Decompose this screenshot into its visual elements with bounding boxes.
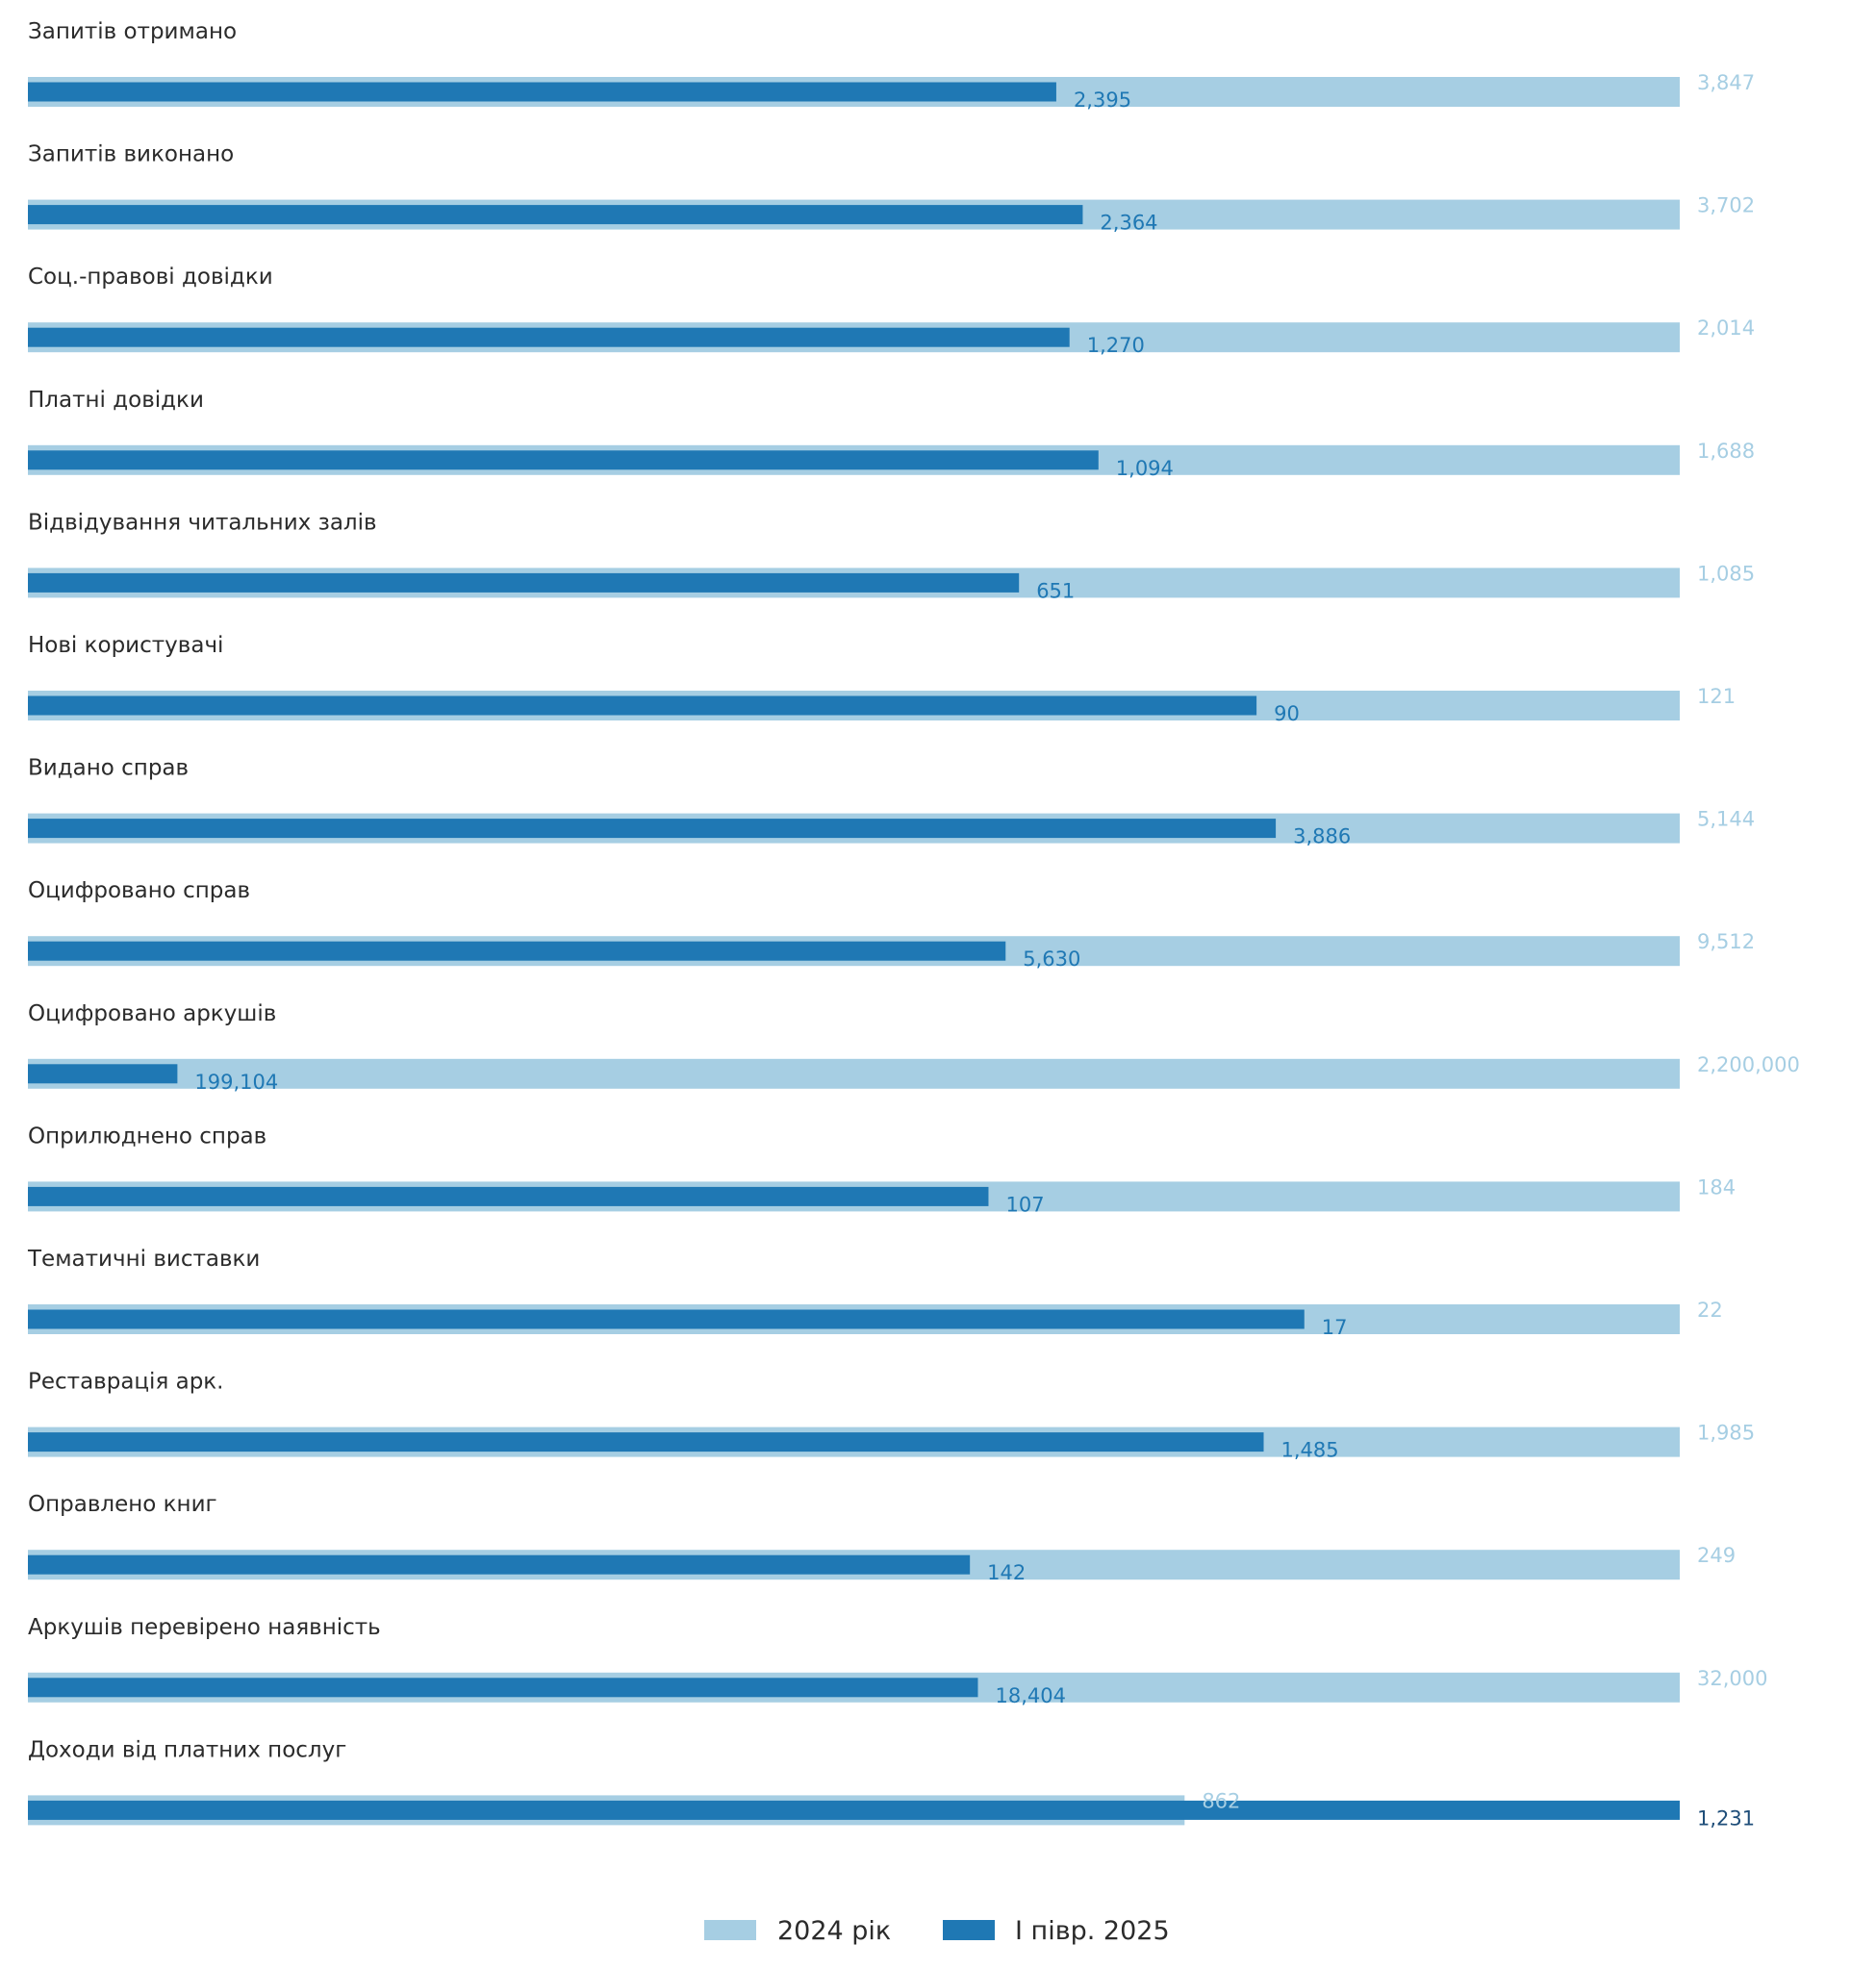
bar-2025 xyxy=(28,573,1019,593)
category-label: Реставрація арк. xyxy=(28,1369,224,1395)
chart-row xyxy=(28,1001,1800,1094)
value-label-2024: 22 xyxy=(1697,1299,1723,1322)
bar-2025 xyxy=(28,328,1070,347)
chart-row xyxy=(28,878,1755,971)
chart-row xyxy=(28,388,1755,480)
value-label-2024: 1,985 xyxy=(1697,1421,1756,1445)
category-label: Нові користувачі xyxy=(28,633,224,658)
value-label-2024: 32,000 xyxy=(1697,1666,1768,1690)
value-label-2025: 1,485 xyxy=(1280,1438,1339,1462)
bar-2025 xyxy=(28,1310,1305,1329)
bar-2025 xyxy=(28,1555,970,1575)
category-label: Оприлюднено справ xyxy=(28,1124,267,1149)
value-label-2025: 651 xyxy=(1036,579,1076,603)
legend-swatch-2024 xyxy=(704,1920,756,1940)
bar-2025 xyxy=(28,819,1276,838)
legend-label-2025: І півр. 2025 xyxy=(1015,1916,1170,1946)
chart-row xyxy=(28,633,1736,725)
chart-row xyxy=(28,142,1755,235)
value-label-2024: 2,014 xyxy=(1697,316,1756,341)
value-label-2024: 3,847 xyxy=(1697,71,1756,94)
value-label-2024: 249 xyxy=(1697,1544,1737,1568)
value-label-2025: 1,270 xyxy=(1086,334,1145,358)
value-label-2024: 121 xyxy=(1697,685,1737,708)
category-label: Соц.-правові довідки xyxy=(28,265,273,290)
value-label-2024: 1,085 xyxy=(1697,562,1756,586)
category-label: Оцифровано справ xyxy=(28,878,251,904)
value-label-2024: 2,200,000 xyxy=(1697,1052,1800,1076)
category-label: Тематичні виставки xyxy=(28,1247,261,1272)
bar-2025 xyxy=(28,83,1056,102)
category-label: Оправлено книг xyxy=(28,1492,217,1518)
value-label-2025: 142 xyxy=(987,1561,1027,1585)
chart-row xyxy=(28,1737,1755,1830)
chart-row xyxy=(28,1615,1767,1707)
value-label-2024: 1,688 xyxy=(1697,439,1756,463)
value-label-2025: 107 xyxy=(1005,1193,1045,1217)
value-label-2024: 3,702 xyxy=(1697,193,1756,217)
category-label: Платні довідки xyxy=(28,387,204,413)
bar-2025 xyxy=(28,1801,1680,1820)
chart-row xyxy=(27,1247,1723,1339)
value-label-2025: 2,364 xyxy=(1100,211,1158,235)
chart-row xyxy=(28,1124,1736,1216)
value-label-2025: 1,231 xyxy=(1697,1806,1756,1831)
legend-label-2024: 2024 рік xyxy=(777,1916,892,1946)
bar-2025 xyxy=(28,1064,177,1083)
category-label: Аркушів перевірено наявність xyxy=(28,1614,381,1640)
value-label-2025: 2,395 xyxy=(1073,88,1132,112)
chart-row xyxy=(28,19,1755,112)
bar-2025 xyxy=(28,1187,988,1206)
bar-2025 xyxy=(28,450,1099,469)
value-label-2025: 1,094 xyxy=(1115,456,1174,480)
chart-row xyxy=(28,265,1755,357)
chart-row xyxy=(28,510,1755,602)
category-label: Запитів виконано xyxy=(28,141,235,167)
category-label: Запитів отримано xyxy=(28,19,238,44)
value-label-2024: 9,512 xyxy=(1697,930,1756,954)
value-label-2025: 3,886 xyxy=(1293,824,1352,848)
category-label: Оцифровано аркушів xyxy=(28,1000,277,1026)
value-label-2025: 17 xyxy=(1321,1316,1348,1339)
value-label-2025: 18,404 xyxy=(995,1683,1066,1707)
bar-2025 xyxy=(28,696,1256,716)
value-label-2024: 5,144 xyxy=(1697,807,1756,831)
category-label: Видано справ xyxy=(28,755,190,781)
category-label: Відвідування читальних залів xyxy=(28,510,377,536)
category-label: Доходи від платних послуг xyxy=(28,1737,347,1763)
bar-2025 xyxy=(28,1678,977,1697)
legend-swatch-2025 xyxy=(943,1920,995,1940)
chart-row xyxy=(28,1492,1736,1584)
chart-row xyxy=(28,1370,1755,1462)
bar-2025 xyxy=(28,205,1082,224)
value-label-2025: 5,630 xyxy=(1023,947,1081,972)
value-label-2025: 199,104 xyxy=(194,1070,279,1094)
bar-2025 xyxy=(28,942,1005,961)
value-label-2024: 862 xyxy=(1202,1789,1241,1813)
value-label-2024: 184 xyxy=(1697,1175,1737,1200)
value-label-2025: 90 xyxy=(1274,702,1300,725)
chart-rows xyxy=(27,19,1800,1830)
legend xyxy=(704,1916,1170,1946)
chart-row xyxy=(28,756,1755,848)
bar-2025 xyxy=(28,1432,1264,1452)
